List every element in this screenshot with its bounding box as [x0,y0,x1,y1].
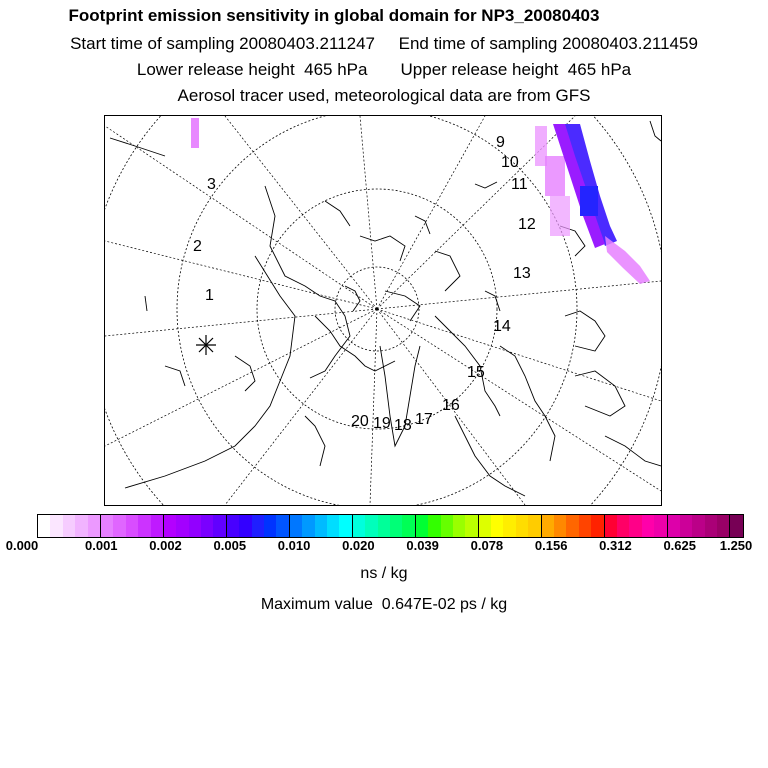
colorbar-cell [365,515,377,537]
colorbar-tick-label: 1.250 [719,538,753,553]
colorbar-tick-label: 0.312 [599,538,632,553]
colorbar-cell [63,515,75,537]
traj-label: 15 [467,364,485,381]
colorbar-cell [390,515,402,537]
colorbar-cell [227,515,239,537]
colorbar-cell [692,515,704,537]
colorbar-cell [113,515,125,537]
colorbar-cell [591,515,604,537]
traj-label: 16 [442,397,460,414]
colorbar-cell [654,515,667,537]
colorbar-cell [717,515,730,537]
traj-label: 20 [351,413,369,430]
traj-label: 2 [193,238,202,255]
colorbar-cell [189,515,201,537]
traj-label: 11 [511,176,528,193]
colorbar-cell [428,515,440,537]
colorbar-cell [315,515,327,537]
colorbar-cell [617,515,629,537]
colorbar-cell [441,515,453,537]
traj-label: 18 [394,417,412,434]
colorbar-cell [680,515,692,537]
traj-label: 14 [493,318,511,335]
colorbar-tick-label: 0.625 [663,538,696,553]
tracer-info-line: Aerosol tracer used, meteorological data are from GFS [177,86,591,105]
plot-title: Footprint emission sensitivity in global domain for NP3_20080403 [68,6,600,25]
colorbar-cell [465,515,478,537]
release-site-marker [196,335,216,355]
colorbar-cell [75,515,87,537]
colorbar-cell [402,515,415,537]
colorbar-cell [705,515,717,537]
colorbar-cell [668,515,680,537]
colorbar-cell [264,515,276,537]
colorbar-cell [239,515,251,537]
colorbar-unit: ns / kg [360,565,408,582]
colorbar-cell [38,515,50,537]
colorbar-cell [542,515,554,537]
colorbar-ticks [0,538,768,562]
traj-label: 10 [501,154,519,171]
colorbar-cell [516,515,528,537]
emission-plume [191,118,650,284]
polar-map [104,115,662,506]
colorbar-cell [138,515,150,537]
colorbar-cell [213,515,226,537]
colorbar-tick-label: 0.000 [5,538,39,553]
colorbar-cell [491,515,503,537]
colorbar-cell [629,515,641,537]
colorbar-tick-label: 0.156 [534,538,568,553]
colorbar-tick-label: 0.039 [406,538,439,553]
colorbar-cell [579,515,591,537]
colorbar-cell [101,515,113,537]
colorbar-cell [353,515,365,537]
colorbar-tick-label: 0.001 [84,538,118,553]
traj-label: 3 [207,176,216,193]
traj-label: 13 [513,265,531,282]
traj-label: 1 [205,287,214,304]
traj-label: 9 [496,134,505,151]
colorbar-cell [378,515,390,537]
colorbar-cell [479,515,491,537]
colorbar-cell [302,515,314,537]
colorbar-cell [339,515,352,537]
colorbar-tick-label: 0.020 [342,538,375,553]
colorbar-cell [201,515,213,537]
colorbar-cell [554,515,566,537]
max-value-label: Maximum value 0.647E-02 ps / kg [260,596,508,613]
colorbar-cell [252,515,264,537]
colorbar-cell [566,515,578,537]
colorbar-cell [164,515,176,537]
colorbar-cell [642,515,654,537]
colorbar-tick-label: 0.078 [470,538,504,553]
traj-label: 19 [373,415,391,432]
colorbar-cell [730,515,742,537]
colorbar-cell [290,515,302,537]
colorbar-tick-label: 0.010 [277,538,311,553]
colorbar-cell [416,515,428,537]
colorbar-cell [453,515,465,537]
colorbar-cell [503,515,515,537]
colorbar-cell [605,515,617,537]
colorbar-cell [176,515,188,537]
colorbar-tick-label: 0.002 [149,538,182,553]
colorbar-cell [327,515,339,537]
colorbar-cell [528,515,541,537]
colorbar-cell [151,515,164,537]
release-height-line: Lower release height 465 hPa Upper release height 465 hPa [136,60,632,79]
colorbar-cell [126,515,138,537]
colorbar-tick-label: 0.005 [213,538,247,553]
sampling-time-line: Start time of sampling 20080403.211247 End time of sampling 20080403.211459 [70,34,698,53]
colorbar-cell [276,515,289,537]
colorbar [37,514,744,538]
colorbar-cell [50,515,62,537]
traj-label: 12 [518,216,536,233]
traj-label: 17 [415,411,433,428]
colorbar-cell [88,515,101,537]
